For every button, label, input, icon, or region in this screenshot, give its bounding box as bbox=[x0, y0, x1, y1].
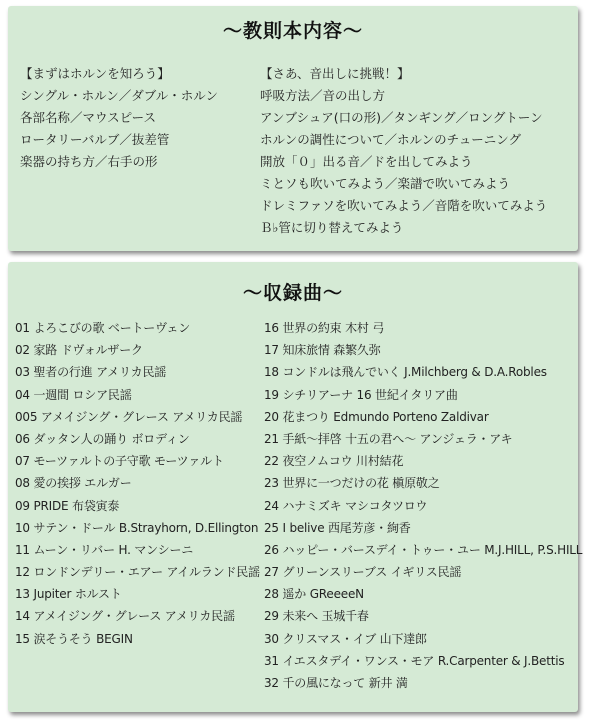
lesson-item: アンブシュア(口の形)／タンギング／ロングトーン bbox=[260, 110, 543, 125]
song-item: 27 グリーンスリーブス イギリス民謡 bbox=[264, 565, 462, 580]
lessons-title: 〜教則本内容〜 bbox=[222, 20, 363, 42]
song-item: 11 ムーン・リバー H. マンシーニ bbox=[15, 542, 194, 557]
song-item: 18 コンドルは飛んでいく J.Milchberg & D.A.Robles bbox=[264, 365, 547, 380]
song-item: 20 花まつり Edmundo Porteno Zaldivar bbox=[264, 409, 489, 424]
song-item: 08 愛の挨拶 エルガー bbox=[15, 476, 132, 491]
song-item: 10 サテン・ドール B.Strayhorn, D.Ellington bbox=[15, 520, 259, 535]
song-item: 25 I belive 西尾芳彦・絢香 bbox=[264, 520, 411, 535]
lesson-item: 呼吸方法／音の出し方 bbox=[260, 88, 386, 103]
song-item: 04 一週間 ロシア民謡 bbox=[15, 387, 132, 402]
song-item: 23 世界に一つだけの花 槇原敬之 bbox=[264, 476, 440, 491]
lesson-item: シングル・ホルン／ダブル・ホルン bbox=[20, 88, 218, 103]
lessons-panel bbox=[8, 6, 578, 251]
song-item: 07 モーツァルトの子守歌 モーツァルト bbox=[15, 454, 224, 469]
lesson-item: ドレミファソを吹いてみよう／音階を吹いてみよう bbox=[260, 198, 548, 213]
song-item: 19 シチリアーナ 16 世紀イタリア曲 bbox=[264, 387, 458, 402]
lesson-item: ホルンの調性について／ホルンのチューニング bbox=[260, 132, 522, 147]
song-item: 14 アメイジング・グレース アメリカ民謡 bbox=[15, 609, 235, 624]
lesson-item: 【まずはホルンを知ろう】 bbox=[20, 66, 170, 81]
song-item: 26 ハッピー・バースデイ・トゥー・ユー M.J.HILL, P.S.HILL bbox=[264, 542, 583, 557]
song-item: 17 知床旅情 森繁久弥 bbox=[264, 343, 381, 358]
lesson-item: Ｂ♭管に切り替えてみよう bbox=[260, 220, 404, 235]
lesson-item: 開放「０」出る音／ドを出してみよう bbox=[260, 154, 473, 169]
song-item: 12 ロンドンデリー・エアー アイルランド民謡 bbox=[15, 565, 260, 580]
songs-title: 〜収録曲〜 bbox=[242, 282, 343, 304]
song-item: 02 家路 ドヴォルザーク bbox=[15, 343, 143, 358]
song-item: 15 涙そうそう BEGIN bbox=[15, 631, 133, 646]
songs-right-list bbox=[264, 317, 582, 694]
song-item: 22 夜空ノムコウ 川村結花 bbox=[264, 454, 404, 469]
song-item: 28 遥か GReeeeN bbox=[264, 587, 364, 602]
lesson-item: ミとソも吹いてみよう／楽譜で吹いてみよう bbox=[260, 176, 511, 191]
songs-panel bbox=[8, 262, 583, 712]
lesson-item: ロータリーバルブ／抜差管 bbox=[20, 132, 170, 147]
song-item: 16 世界の約束 木村 弓 bbox=[264, 321, 385, 335]
song-item: 13 Jupiter ホルスト bbox=[15, 587, 122, 602]
lesson-item: 楽器の持ち方／右手の形 bbox=[20, 154, 158, 169]
lessons-right-list bbox=[260, 63, 547, 239]
lessons-left-list bbox=[20, 63, 218, 173]
songs-left-list bbox=[15, 317, 260, 650]
lesson-item: 【さあ、音出しに挑戦！】 bbox=[260, 66, 410, 81]
song-item: 03 聖者の行進 アメリカ民謡 bbox=[15, 365, 167, 380]
song-item: 06 ダッタン人の踊り ボロディン bbox=[15, 431, 190, 446]
song-item: 29 未来へ 玉城千春 bbox=[264, 609, 369, 624]
song-item: 005 アメイジング・グレース アメリカ民謡 bbox=[15, 409, 243, 424]
song-item: 01 よろこびの歌 ベートーヴェン bbox=[15, 321, 191, 335]
lesson-item: 各部名称／マウスピース bbox=[20, 110, 157, 125]
song-item: 24 ハナミズキ マシコタツロウ bbox=[264, 498, 428, 513]
song-item: 30 クリスマス・イブ 山下達郎 bbox=[264, 631, 427, 646]
song-item: 21 手紙〜拝啓 十五の君へ〜 アンジェラ・アキ bbox=[264, 431, 513, 446]
song-item: 09 PRIDE 布袋寅泰 bbox=[15, 498, 120, 513]
song-item: 32 千の風になって 新井 満 bbox=[264, 676, 408, 690]
song-item: 31 イエスタデイ・ワンス・モア R.Carpenter & J.Bettis bbox=[264, 653, 565, 668]
